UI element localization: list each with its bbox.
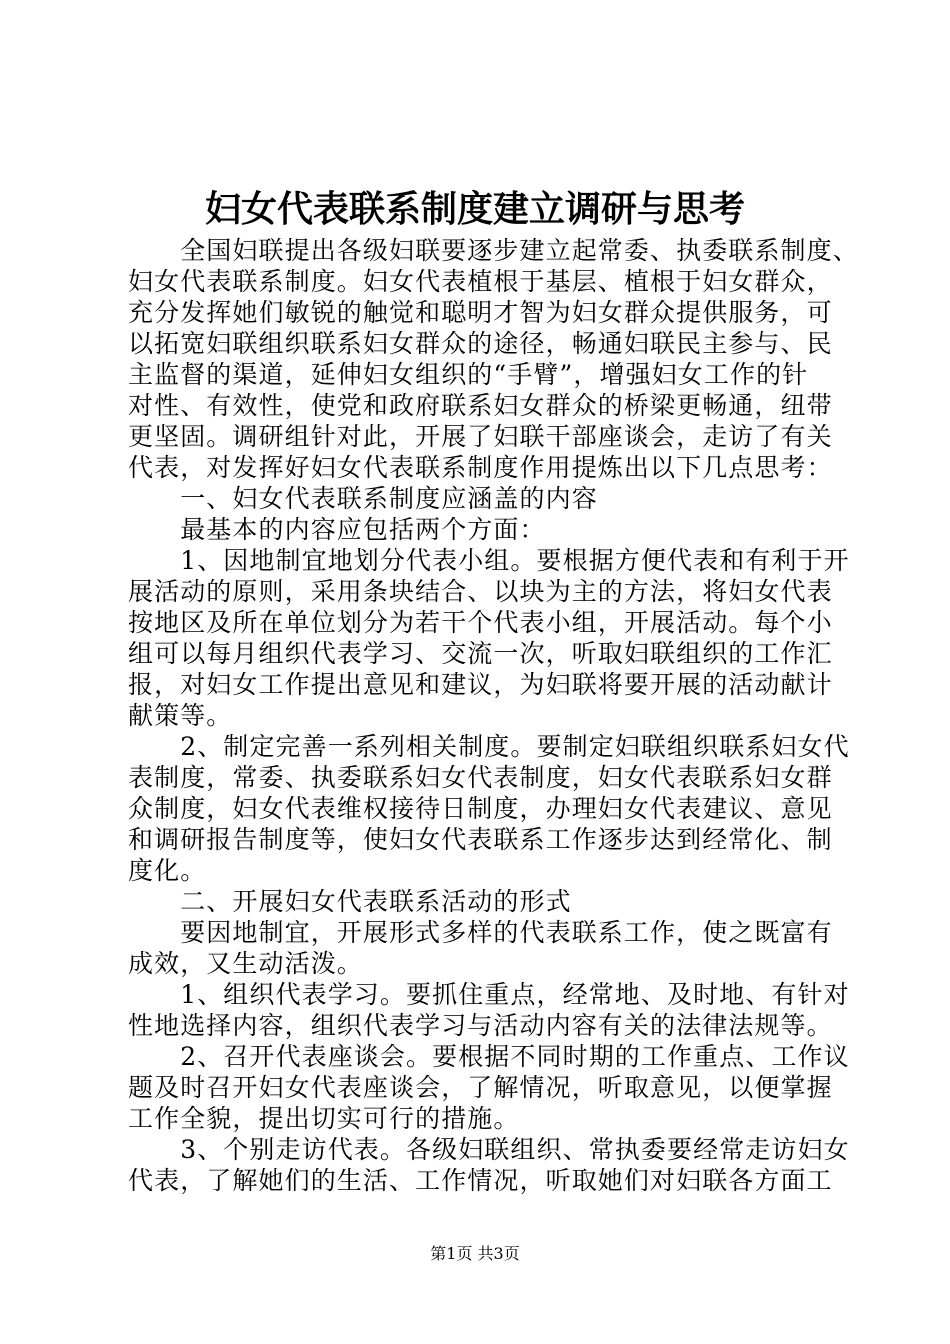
paragraph-line: 按地区及所在单位划分为若干个代表小组，开展活动。每个小 bbox=[128, 608, 833, 637]
paragraph-line: 代表，了解她们的生活、工作情况，听取她们对妇联各方面工 bbox=[128, 1166, 833, 1195]
paragraph-line: 题及时召开妇女代表座谈会，了解情况，听取意见，以便掌握 bbox=[128, 1073, 833, 1102]
paragraph-line: 要因地制宜，开展形式多样的代表联系工作，使之既富有 bbox=[128, 918, 833, 947]
page-footer: 第1页 共3页 bbox=[430, 1244, 520, 1263]
paragraph-line: 以拓宽妇联组织联系妇女群众的途径，畅通妇联民主参与、民 bbox=[128, 329, 833, 358]
paragraph-line: 展活动的原则，采用条块结合、以块为主的方法，将妇女代表 bbox=[128, 577, 833, 606]
paragraph-line: 2、召开代表座谈会。要根据不同时期的工作重点、工作议 bbox=[128, 1042, 850, 1071]
document-title: 妇女代表联系制度建立调研与思考 bbox=[204, 188, 745, 230]
paragraph-line: 性地选择内容，组织代表学习与活动内容有关的法律法规等。 bbox=[128, 1011, 833, 1040]
paragraph-line: 最基本的内容应包括两个方面： bbox=[128, 515, 546, 544]
paragraph-line: 1、组织代表学习。要抓住重点，经常地、及时地、有针对 bbox=[128, 980, 850, 1009]
paragraph-line: 表制度，常委、执委联系妇女代表制度，妇女代表联系妇女群 bbox=[128, 763, 833, 792]
paragraph-line: 主监督的渠道，延伸妇女组织的“手臂”，增强妇女工作的针 bbox=[128, 360, 809, 389]
paragraph-line: 成效，又生动活泼。 bbox=[128, 949, 363, 978]
paragraph-line: 妇女代表联系制度。妇女代表植根于基层、植根于妇女群众， bbox=[128, 267, 833, 296]
paragraph-line: 工作全貌，提出切实可行的措施。 bbox=[128, 1104, 520, 1133]
paragraph-line: 众制度，妇女代表维权接待日制度，办理妇女代表建议、意见 bbox=[128, 794, 833, 823]
paragraph-line: 献策等。 bbox=[128, 701, 233, 730]
paragraph-line: 对性、有效性，使党和政府联系妇女群众的桥梁更畅通，纽带 bbox=[128, 391, 833, 420]
paragraph-line: 1、因地制宜地划分代表小组。要根据方便代表和有利于开 bbox=[128, 546, 850, 575]
section-heading: 一、妇女代表联系制度应涵盖的内容 bbox=[128, 484, 598, 513]
paragraph-line: 组可以每月组织代表学习、交流一次，听取妇联组织的工作汇 bbox=[128, 639, 833, 668]
section-heading: 二、开展妇女代表联系活动的形式 bbox=[128, 887, 572, 916]
paragraph-line: 和调研报告制度等，使妇女代表联系工作逐步达到经常化、制 bbox=[128, 825, 833, 854]
paragraph-line: 全国妇联提出各级妇联要逐步建立起常委、执委联系制度、 bbox=[128, 236, 859, 265]
paragraph-line: 代表，对发挥好妇女代表联系制度作用提炼出以下几点思考： bbox=[128, 453, 833, 482]
document-body bbox=[128, 235, 859, 1196]
paragraph-line: 充分发挥她们敏锐的触觉和聪明才智为妇女群众提供服务，可 bbox=[128, 298, 833, 327]
paragraph-line: 更坚固。调研组针对此，开展了妇联干部座谈会，走访了有关 bbox=[128, 422, 833, 451]
paragraph-line: 2、制定完善一系列相关制度。要制定妇联组织联系妇女代 bbox=[128, 732, 850, 761]
paragraph-line: 度化。 bbox=[128, 856, 207, 885]
paragraph-line: 报，对妇女工作提出意见和建议，为妇联将要开展的活动献计 bbox=[128, 670, 833, 699]
paragraph-line: 3、个别走访代表。各级妇联组织、常执委要经常走访妇女 bbox=[128, 1135, 850, 1164]
